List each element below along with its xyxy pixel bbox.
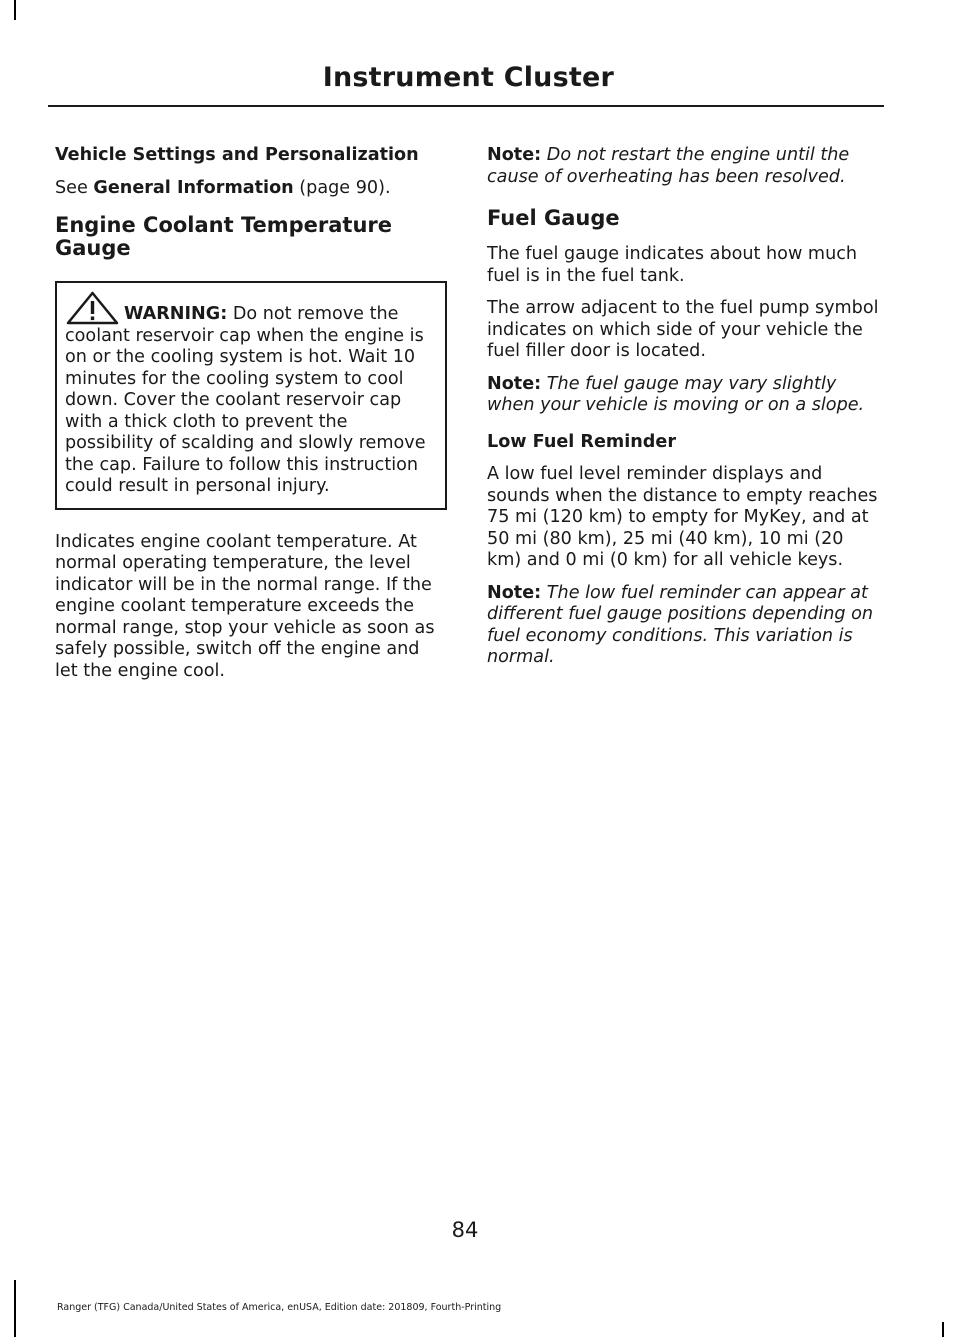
- fuel-gauge-paragraph-2: The arrow adjacent to the fuel pump symbol indicates on which side of your vehicle the fuel filler door is located.: [487, 298, 879, 361]
- warning-paragraph: [65, 291, 437, 498]
- right-column: [487, 145, 879, 669]
- header-rule: [48, 105, 884, 107]
- low-fuel-reminder-paragraph: A low fuel level reminder displays and sounds when the distance to empty reaches 75 mi (120 km) to empty for MyKey, and at 50 mi (80 km), 25 mi (40 km), 10 mi (20 km) and 0 mi (0 km) for all vehicle keys.: [487, 464, 878, 570]
- warning-text: Do not remove the coolant reservoir cap when the engine is on or the cooling system is hot. Wait 10 minutes for the cooling system to cool down. Cover the coolant reservoir cap with a thick cloth to prevent the possibility of scalding and slowly remove the cap. Failure to follow this instruction could result in personal injury.: [65, 304, 426, 496]
- coolant-section-title: Engine Coolant Temperature Gauge: [55, 213, 393, 260]
- warning-label: WARNING:: [124, 304, 228, 324]
- low-fuel-note: Note: The low fuel reminder can appear at different fuel gauge positions depending on fuel economy conditions. This variation is normal.: [487, 582, 874, 667]
- left-column: [55, 145, 447, 682]
- crop-mark-bottom-left: [14, 1280, 16, 1337]
- edition-footer: Ranger (TFG) Canada/United States of America, enUSA, Edition date: 201809, Fourth-Printing: [57, 1302, 502, 1313]
- page-number: 84: [451, 1218, 479, 1242]
- see-reference: See General Information (page 90).: [55, 177, 391, 198]
- vehicle-settings-subhead: Vehicle Settings and Personalization: [55, 145, 419, 165]
- warning-box: [55, 281, 447, 510]
- general-information-link[interactable]: General Information: [93, 177, 294, 198]
- fuel-gauge-note: Note: The fuel gauge may vary slightly when your vehicle is moving or on a slope.: [487, 373, 865, 415]
- warning-triangle-icon: [65, 291, 120, 325]
- page-title: Instrument Cluster: [322, 62, 614, 93]
- coolant-description: Indicates engine coolant temperature. At normal operating temperature, the level indicator will be in the normal range. If the engine coolant temperature exceeds the normal range, stop your vehicle as soon as safely possible, switch off the engine and let the engine cool.: [55, 531, 435, 681]
- fuel-gauge-paragraph-1: The fuel gauge indicates about how much fuel is in the fuel tank.: [487, 244, 858, 286]
- low-fuel-reminder-subhead: Low Fuel Reminder: [487, 431, 677, 452]
- crop-mark-bottom-right: [942, 1322, 944, 1337]
- fuel-gauge-title: Fuel Gauge: [487, 206, 620, 230]
- crop-mark-top-left: [14, 0, 16, 20]
- overheat-note: Note: Do not restart the engine until the cause of overheating has been resolved.: [487, 145, 850, 187]
